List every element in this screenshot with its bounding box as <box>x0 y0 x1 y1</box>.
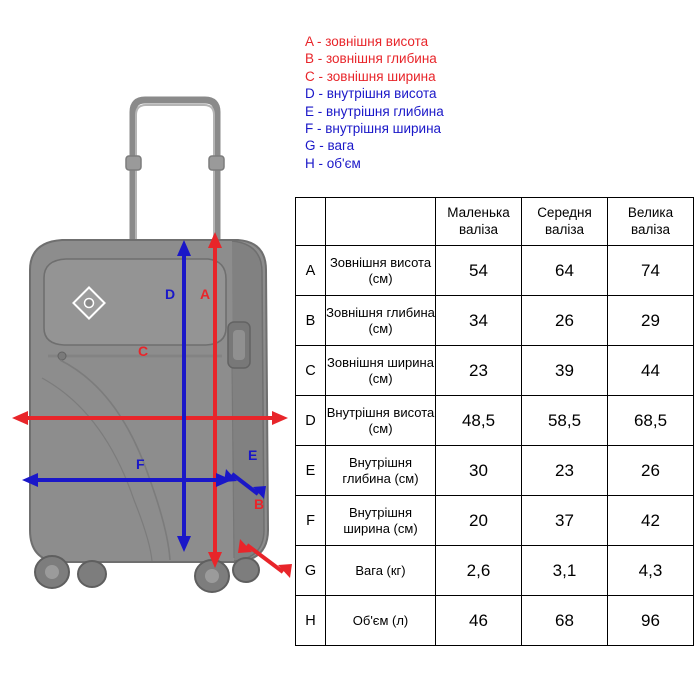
row-param: Внутрішня висота (см) <box>326 396 436 446</box>
row-letter: G <box>296 546 326 596</box>
row-param: Вага (кг) <box>326 546 436 596</box>
row-value-medium: 68 <box>522 596 608 646</box>
row-param: Зовнішня глибина (см) <box>326 296 436 346</box>
header-col-medium: Середня валіза <box>522 198 608 246</box>
table-row <box>296 246 694 296</box>
row-param: Об'єм (л) <box>326 596 436 646</box>
dim-label-B: B <box>254 496 265 512</box>
legend-item-b: B - зовнішня глибина <box>305 51 437 67</box>
row-value-small: 30 <box>436 446 522 496</box>
row-value-medium: 64 <box>522 246 608 296</box>
dim-label-E: E <box>248 447 258 463</box>
legend <box>305 33 565 172</box>
table-header-row <box>296 198 694 246</box>
row-param: Внутрішня глибина (см) <box>326 446 436 496</box>
table-row <box>296 296 694 346</box>
dim-label-A: A <box>200 286 211 302</box>
legend-item-e: E - внутрішня глибина <box>305 103 444 119</box>
row-value-medium: 26 <box>522 296 608 346</box>
row-letter: E <box>296 446 326 496</box>
header-param <box>326 198 436 246</box>
header-col-large: Велика валіза <box>608 198 694 246</box>
row-letter: C <box>296 346 326 396</box>
side-handle <box>228 322 250 368</box>
row-value-large: 74 <box>608 246 694 296</box>
row-value-small: 54 <box>436 246 522 296</box>
table-row <box>296 346 694 396</box>
legend-item-h: H - об'єм <box>305 155 361 171</box>
row-value-medium: 37 <box>522 496 608 546</box>
table-row <box>296 546 694 596</box>
table-row <box>296 396 694 446</box>
dim-label-D: D <box>165 286 176 302</box>
row-value-large: 44 <box>608 346 694 396</box>
row-value-medium: 58,5 <box>522 396 608 446</box>
row-letter: F <box>296 496 326 546</box>
legend-item-a: A - зовнішня висота <box>305 34 429 49</box>
suitcase-drawing <box>0 60 300 630</box>
suitcase-handle <box>126 100 224 242</box>
legend-item-f: F - внутрішня ширина <box>305 121 442 137</box>
row-value-small: 20 <box>436 496 522 546</box>
row-param: Внутрішня ширина (см) <box>326 496 436 546</box>
row-value-small: 46 <box>436 596 522 646</box>
row-value-medium: 23 <box>522 446 608 496</box>
row-letter: H <box>296 596 326 646</box>
legend-item-c: C - зовнішня ширина <box>305 68 436 84</box>
row-value-small: 48,5 <box>436 396 522 446</box>
row-value-large: 68,5 <box>608 396 694 446</box>
row-value-small: 23 <box>436 346 522 396</box>
row-letter: A <box>296 246 326 296</box>
legend-item-d: D - внутрішня висота <box>305 86 437 102</box>
row-value-small: 2,6 <box>436 546 522 596</box>
table-row <box>296 496 694 546</box>
row-value-large: 96 <box>608 596 694 646</box>
row-value-large: 42 <box>608 496 694 546</box>
specification-table <box>295 197 694 646</box>
table-row <box>296 596 694 646</box>
row-param: Зовнішня ширина (см) <box>326 346 436 396</box>
row-value-medium: 3,1 <box>522 546 608 596</box>
row-value-large: 29 <box>608 296 694 346</box>
header-letter <box>296 198 326 246</box>
row-letter: B <box>296 296 326 346</box>
legend-item-g: G - вага <box>305 138 355 154</box>
row-value-medium: 39 <box>522 346 608 396</box>
row-value-large: 26 <box>608 446 694 496</box>
table-row <box>296 446 694 496</box>
row-param: Зовнішня висота (см) <box>326 246 436 296</box>
dim-label-C: C <box>138 343 149 359</box>
row-value-small: 34 <box>436 296 522 346</box>
row-letter: D <box>296 396 326 446</box>
dim-label-F: F <box>136 456 145 472</box>
row-value-large: 4,3 <box>608 546 694 596</box>
header-col-small: Маленька валіза <box>436 198 522 246</box>
suitcase-illustration <box>0 60 300 630</box>
